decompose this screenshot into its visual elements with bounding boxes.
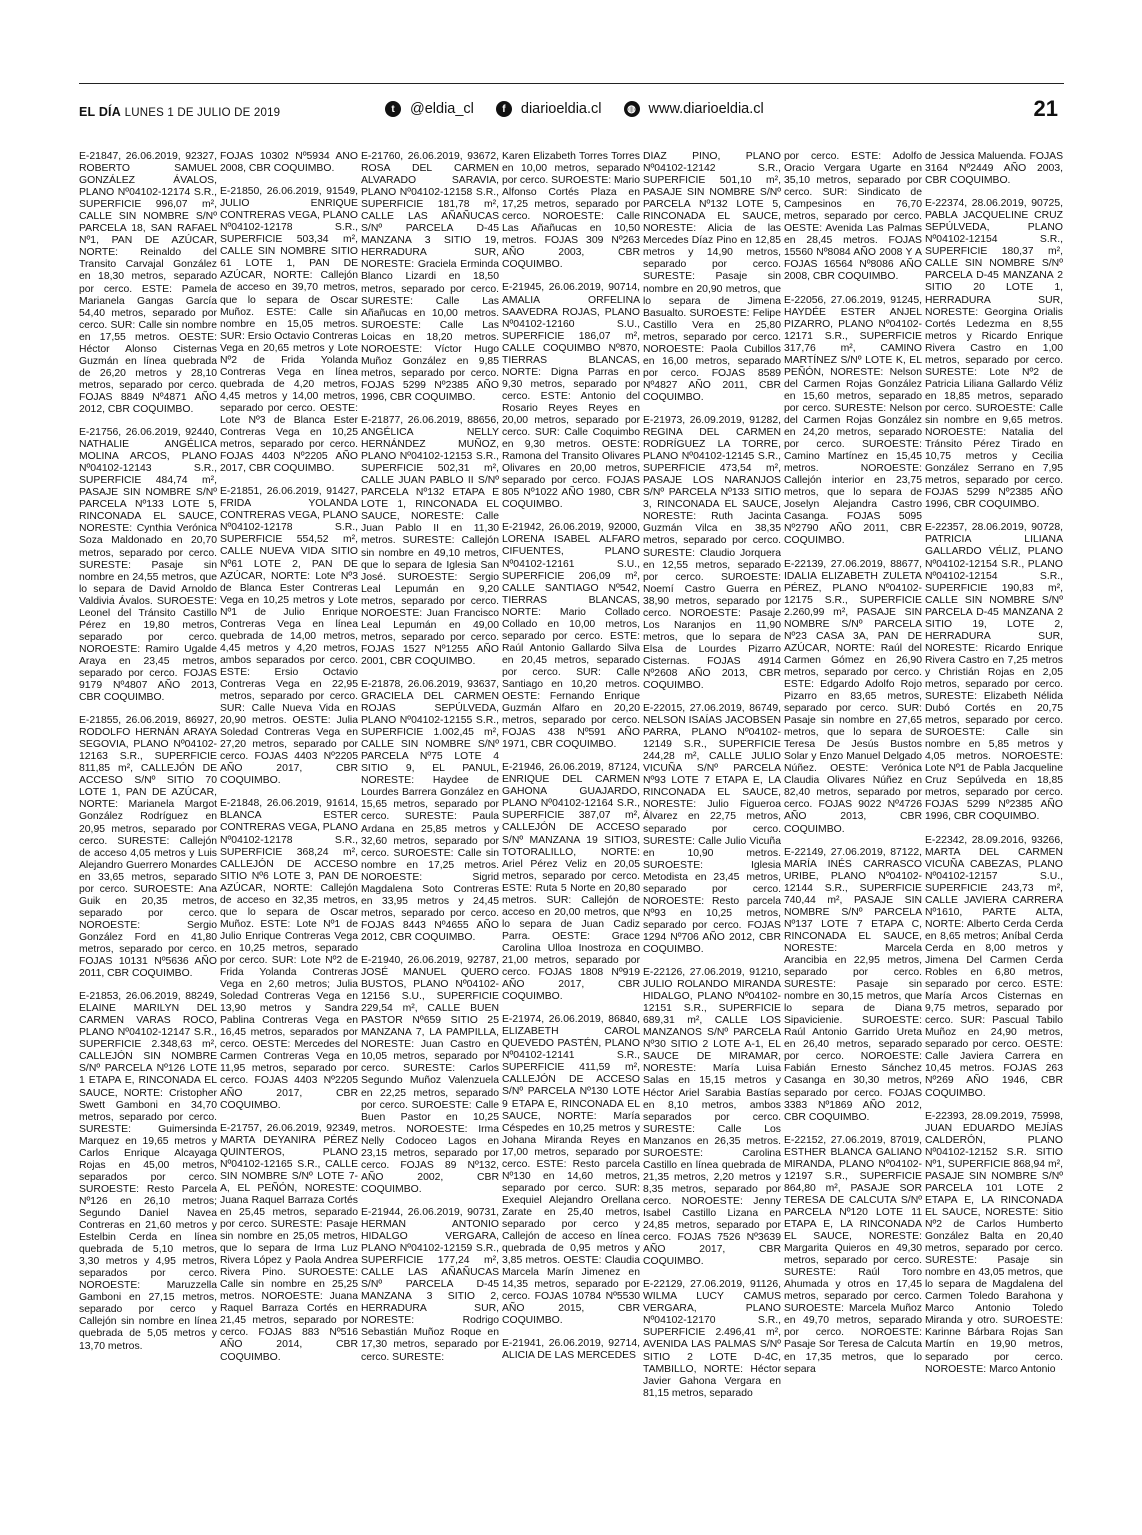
column-7 (925, 151, 1063, 1451)
column-5 (643, 151, 781, 1451)
notice-entry: E-22152, 27.06.2019, 87019, ESTHER BLANCA GALIANO MIRANDA, PLANO Nº04102-12197 S.R., SUPERFICIE 864,80 m², PASAJE SOR TERESA DE CALCUTA S/Nº PARCELA Nº120 LOTE 11 ETAPA E, LA RINCONADA EL SAUCE, NORESTE: Margarita Quieros en 49,30 metros, separado por cerco. SURESTE: Raúl Toro Ahumada y otros en 17,45 metros, separado por cerco. SUROESTE: Marcela Muñoz en 49,70 metros, separado por cerco. NOROESTE: Pasaje Sor Teresa de Calcuta en 17,35 metros, que lo separa (784, 1134, 922, 1375)
notice-entry: E-21944, 26.06.2019, 90731, HERMAN ANTONIO HIDALGO VERGARA, PLANO Nº04102-12159 S.R., SUPERFICIE 177,24 m², CALLE LAS AÑAÑUCAS S/Nº PARCELA D-45 MANZANA 3 SITIO 2, HERRADURA SUR, NORESTE: Rodrigo Sebastián Muñoz Roque en 17,30 metros, separado por cerco. SURESTE: (361, 1206, 499, 1363)
notice-entry: E-21973, 26.09.2019, 91282, REGINA DEL CARMEN RODRÍGUEZ LA TORRE, PLANO Nº04102-12145 S.R., SUPERFICIE 473,54 m², PASAJE LOS NARANJOS S/Nº PARCELA Nº133 SITIO 3, RINCONADA EL SAUCE, NORESTE: Ruth Jacinta Guzmán Vilca en 38,35 metros, separado por cerco. SURESTE: Claudio Jorquera en 12,55 metros, separado por cerco. SUROESTE: Noemí Castro Guerra en 38,90 metros, separado por cerco. NOROESTE: Pasaje Los Naranjos en 11,90 metros, que lo separa de Elsa de Lourdes Pizarro Cisternas. FOJAS 4914 Nº2608 AÑO 2013, CBR COQUIMBO. (643, 414, 781, 692)
page-number: 21 (1033, 96, 1058, 121)
notice-entry: E-22393, 28.09.2019, 75998, JUAN EDUARDO MEJÍAS CALDERÓN, PLANO Nº04102-12152 S.R. SITIO Nº1, SUPERFICIE 868,94 m², PASAJE SIN NOMBRE S/Nº PARCELA 101 LOTE 2 ETAPA E, LA RINCONADA EL SAUCE, NORESTE: Sitio Nº2 de Carlos Humberto González Balta en 20,40 metros, separado por cerco. SURESTE: Pasaje sin nombre en 43,05 metros, que lo separa de Magdalena del Carmen Toledo Barahona y Marco Antonio Toledo Miranda y otro. SUROESTE: Karinne Bárbara Rojas San Martín en 19,90 metros, separado por cerco. NOROESTE: Marco Antonio (925, 1110, 1063, 1375)
publication-info (79, 105, 280, 119)
notice-entry: E-21855, 26.06.2019, 86927, RODOLFO HERNÁN ARAYA SEGOVIA, PLANO Nº04102-12163 S.R., SUPERFICIE 811,85 m², CALLEJÓN DE ACCESO S/Nº SITIO 70 LOTE 1, PAN DE AZÚCAR, NORTE: Marianela Margot González Rodríguez en 20,95 metros, separado por cerco. SURESTE: Callejón de acceso 4,05 metros y Luis Alejandro Guerrero Monardes en 33,65 metros, separado por cerco. SUROESTE: Ana Guik en 20,35 metros, separado por cerco. NOROESTE: Sergio González Ford en 41,80 metros, separado por cerco. FOJAS 10131 Nº5636 AÑO 2011, CBR COQUIMBO. (79, 715, 217, 980)
twitter-handle[interactable]: @eldia_cl (410, 101, 474, 117)
notice-entry: E-22149, 27.06.2019, 87122, MARÍA INÉS CARRASCO URIBE, PLANO Nº04102-12144 S.R., SUPERFICIE 740,44 m², PASAJE SIN NOMBRE S/Nº PARCELA Nº137 LOTE 7 ETAPA C, RINCONADA EL SAUCE, NORESTE: Marcela Arancibia en 22,95 metros, separado por cerco. SURESTE: Pasaje sin nombre en 30,15 metros, que lo separa de Diana Sipavicienie. SUROESTE: Raúl Antonio Garrido Ureta en 26,40 metros, separado por cerco. NOROESTE: Fabián Ernesto Sánchez Casanga en 30,30 metros, separado por cerco. FOJAS 3383 Nº1869 AÑO 2012, CBR COQUIMBO. (784, 846, 922, 1123)
page-header (79, 96, 1064, 126)
notice-entry: E-21756, 26.06.2019, 92440, NATHALIE ANGÉLICA MOLINA ARCOS, PLANO Nº04102-12143 S.R., SUPERFICIE 484,74 m², PASAJE SIN NOMBRE S/Nº PARCELA Nº133 LOTE 5, RINCONADA EL SAUCE, NORESTE: Cynthia Verónica Soza Maldonado en 20,70 metros, separado por cerco. SURESTE: Pasaje sin nombre en 24,55 metros, que lo separa de David Arnoldo Valdivia Ávalos. SUROESTE: Leonel del Tránsito Castillo Pérez en 19,80 metros, separado por cerco. NOROESTE: Ramiro Ugalde Araya en 23,45 metros, separado por cerco. FOJAS 9179 Nº4807 AÑO 2013, CBR COQUIMBO. (79, 427, 217, 704)
notice-entry: E-22056, 27.06.2019, 91245, HAYDÉE ESTER ANJEL PIZARRO, PLANO Nº04102-12171 S.R., SUPERFICIE 317,76 m², CAMINO MARTÍNEZ S/Nº LOTE K, EL PEÑÓN, NORESTE: Nelson del Carmen Rojas González en 15,60 metros, separado por cerco. SURESTE: Nelson del Carmen Rojas González en 24,20 metros, separado por cerco. SUROESTE: Camino Martínez en 15,45 metros. NOROESTE: Callejón interior en 23,75 metros, que lo separa de Joselyn Alejandra Castro Casanga. FOJAS 5095 Nº2790 AÑO 2011, CBR COQUIMBO. (784, 294, 922, 547)
column-4 (502, 151, 640, 1451)
column-6 (784, 151, 922, 1451)
legal-notices-columns (79, 151, 1064, 1451)
notice-entry: E-21877, 26.06.2019, 88656, ANGÉLICA NELLY HERNÁNDEZ MUÑOZ, PLANO Nº04102-12153 S.R., SUPERFICIE 502,31 m², CALLE JUAN PABLO II S/Nº PARCELA Nº132 ETAPA E LOTE 1, RINCONADA EL SAUCE, NORESTE: Calle Juan Pablo II en 11,30 metros. SURESTE: Callejón sin nombre en 49,10 metros, que lo separa de Iglesia San José. SUROESTE: Sergio Leal Lepumán en 9,20 metros, separado por cerco. NOROESTE: Juan Francisco Leal Lepumán en 49,00 metros, separado por cerco. FOJAS 1527 Nº1255 AÑO 2001, CBR COQUIMBO. (361, 414, 499, 667)
notice-entry: E-21760, 26.06.2019, 93672, ROSA DEL CARMEN ALVARADO SARAVIA, PLANO Nº04102-12158 S.R., SUPERFICIE 181,78 m², CALLE LAS AÑAÑUCAS S/Nº PARCELA D-45 MANZANA 3 SITIO 19, HERRADURA SUR, NORESTE: Graciela Erminda Blanco Lizardi en 18,50 metros, separado por cerco. SURESTE: Calle Las Añañucas en 10,00 metros. SUROESTE: Calle Las Loicas en 18,20 metros. NOROESTE: Víctor Hugo Muñoz González en 9,85 metros, separado por cerco. FOJAS 5299 Nº2385 AÑO 1996, CBR COQUIMBO. (361, 151, 499, 403)
header-rule (79, 83, 1064, 84)
notice-entry: de Jessica Maluenda. FOJAS 3164 Nº2449 AÑO 2003, CBR COQUIMBO. (925, 151, 1063, 187)
facebook-handle[interactable]: diarioeldia.cl (520, 101, 602, 117)
column-2 (220, 151, 358, 1451)
notice-entry: E-21974, 26.06.2019, 86840, ELIZABETH CAROL QUEVEDO PASTÉN, PLANO Nº04102-12141 S.R., SUPERFICIE 411,59 m², CALLEJÓN DE ACCESO S/Nº PARCELA Nº130 LOTE 9 ETAPA E, RINCONADA EL SAUCE, NORTE: María Céspedes en 10,25 metros y Johana Miranda Reyes en 17,00 metros, separado por cerco. ESTE: Resto parcela Nº130 en 14,60 metros, separado por cerco. SUR: Exequiel Alejandro Orellana Zarate en 25,40 metros, separado por cerco y Callejón de acceso en línea quebrada de 0,95 metros y 3,85 metros. OESTE: Claudia Marcela Marín Jimenez en 14,35 metros, separado por cerco. FOJAS 10784 Nº5530 AÑO 2015, CBR COQUIMBO. (502, 1014, 640, 1327)
notice-entry: E-22126, 27.06.2019, 91210, JULIO ROLANDO MIRANDA HIDALGO, PLANO Nº04102-12151 S.R., SUPERFICIE 689,31 m², CALLE LOS MANZANOS S/Nº PARCELA Nº30 SITIO 2 LOTE A-1, EL SAUCE DE MIRAMAR, NORESTE: María Luisa Salas en 15,15 metros y Héctor Ariel Sarabia Bastías en 8,10 metros, ambos separados por cerco. SURESTE: Calle Los Manzanos en 26,35 metros. SUROESTE: Carolina Castillo en línea quebrada de 21,35 metros, 2,20 metros y 8,35 metros, separado por cerco. NOROESTE: Jenny Isabel Castillo Lizana en 24,85 metros, separado por cerco. FOJAS 7526 Nº3639 AÑO 2017, CBR COQUIMBO. (643, 967, 781, 1268)
issue-date: LUNES 1 DE JULIO DE 2019 (124, 107, 281, 119)
notice-entry: E-21878, 26.06.2019, 93637, GRACIELA DEL CARMEN ROJAS SEPÚLVEDA, PLANO Nº04102-12155 S.R., SUPERFICIE 1.002,45 m², CALLE SIN NOMBRE S/Nº PARCELA Nº75 LOTE 4 SITIO 9, EL PANUL, NORESTE: Haydee de Lourdes Barrera González en 15,65 metros, separado por cerco. SURESTE: Paula Ardana en 25,85 metros y 32,60 metros, separado por cerco. SUROESTE: Calle sin nombre en 17,25 metros. NOROESTE: Sigrid Magdalena Soto Contreras en 33,95 metros y 24,45 metros, separado por cerco. FOJAS 8443 Nº4655 AÑO 2012, CBR COQUIMBO. (361, 678, 499, 943)
notice-entry: FOJAS 10302 Nº5934 AÑO 2008, CBR COQUIMBO. (220, 151, 358, 175)
notice-entry: E-21853, 26.06.2019, 88249, ELAINE MARILYN DEL CARMEN VARAS ROCO, PLANO Nº04102-12147 S.R., SUPERFICIE 2.348,63 m², CALLEJÓN SIN NOMBRE S/Nº PARCELA Nº126 LOTE 1 ETAPA E, RINCONADA EL SAUCE, NORTE: Cristopher Swett Gamboni en 34,70 metros, separado por cerco. SURESTE: Guimersinda Marquez en 19,65 metros y Carlos Enrique Alcayaga Rojas en 45,00 metros, separados por cerco. SUROESTE: Resto Parcela Nº126 en 26,10 metros; Segundo Daniel Navea Contreras en 21,60 metros y Estelbin Cerda en línea quebrada de 5,10 metros, 3,30 metros y 4,95 metros, separados por cerco. NOROESTE: Maruzzella Gamboni en 27,15 metros, separado por cerco y Callejón sin nombre en línea quebrada de 5,05 metros y 13,70 metros. (79, 991, 217, 1352)
notice-entry: E-21941, 26.06.2019, 92714, ALICIA DE LAS MERCEDES (502, 1338, 640, 1362)
notice-entry: E-21848, 26.06.2019, 91614, BLANCA ESTER CONTRERAS VEGA, PLANO Nº04102-12178 S.R., SUPERFICIE 368,24 m², CALLEJÓN DE ACCESO SITIO Nº6 LOTE 3, PAN DE AZÚCAR, NORTE: Callejón de acceso en 32,35 metros, que lo separa de Oscar Muñoz. ESTE: Lote Nº1 de Julio Enrique Contreras Vega en 10,25 metros, separado por cerco. SUR: Lote Nº2 de Frida Yolanda Contreras Vega en 2,60 metros; Julia Soledad Contreras Vega en 13,90 metros y Sandra Pablina Contreras Vega en 16,45 metros, separados por cerco. OESTE: Mercedes del Carmen Contreras Vega en 11,95 metros, separado por cerco. FOJAS 4403 Nº2205 AÑO 2017, CBR COQUIMBO. (220, 798, 358, 1111)
notice-entry: E-22342, 28.09.2016, 93266, MARTA DEL CARMEN VICUÑA CABEZAS, PLANO Nº04102-12157 S.U., SUPERFICIE 243,73 m², CALLE JAVIERA CARRERA Nº1610, PARTE ALTA, NORTE: Alberto Cerda Cerda en 8,65 metros; Aníbal Cerda Cerda en 8,00 metros y Jimena Del Carmen Cerda Robles en 6,80 metros, separado por cerco. ESTE: María Arcos Cisternas en 9,75 metros, separado por cerco. SUR: Pascual Tabilo Muñoz en 24,90 metros, separado por cerco. OESTE: Calle Javiera Carrera en 10,45 metros. FOJAS 263 Nº269 AÑO 1946, CBR COQUIMBO. (925, 834, 1063, 1099)
notice-entry: por cerco. ESTE: Adolfo Oracio Vergara Ugarte en 35,10 metros, separado por cerco. SUR: Sindicato de Campesinos en 76,70 metros, separado por cerco. OESTE: Avenida Las Palmas en 28,45 metros. FOJAS 15560 Nº8084 AÑO 2008 Y A FOJAS 16564 Nº8086 AÑO 2008, CBR COQUIMBO. (784, 151, 922, 283)
notice-entry: E-21940, 26.06.2019, 92787, JOSÉ MANUEL QUERO BUSTOS, PLANO Nº04102-12156 S.U., SUPERFICIE 229,54 m², CALLE BUEN PASTOR Nº659 SITIO 25 MANZANA 7, LA PAMPILLA, NORESTE: Juan Castro en 10,05 metros, separado por cerco. SURESTE: Carlos Segundo Muñoz Valenzuela en 22,25 metros, separado por cerco. SUROESTE: Calle Buen Pastor en 10,25 metros. NOROESTE: Irma Nelly Codoceo Lagos en 23,15 metros, separado por cerco. FOJAS 89 Nº132, AÑO 2002, CBR COQUIMBO. (361, 955, 499, 1195)
newspaper-name: EL DÍA (79, 105, 121, 119)
twitter-icon: t (385, 101, 401, 117)
notice-entry: E-21851, 26.06.2019, 91427, FRIDA YOLANDA CONTRERAS VEGA, PLANO Nº04102-12178 S.R., SUPERFICIE 554,52 m², CALLE NUEVA VIDA SITIO Nº61 LOTE 2, PAN DE AZÚCAR, NORTE: Lote Nº3 de Blanca Ester Contreras Vega en 10,25 metros y Lote Nº1 de Julio Enrique Contreras Vega en línea quebrada de 14,00 metros, 4,45 metros y 4,20 metros, ambos separados por cerco. ESTE: Ersio Octavio Contreras Vega en 22,95 metros, separado por cerco. SUR: Calle Nueva Vida en 20,90 metros. OESTE: Julia Soledad Contreras Vega en 27,20 metros, separado por cerco. FOJAS 4403 Nº2205 AÑO 2017, CBR COQUIMBO. (220, 486, 358, 787)
notice-entry: E-21847, 26.06.2019, 92327, ROBERTO SAMUEL GONZÁLEZ ÁVALOS, PLANO Nº04102-12174 S.R., SUPERFICIE 996,07 m², CALLE SIN NOMBRE S/Nº PARCELA 18, SAN RAFAEL Nº1, PAN DE AZÚCAR, NORTE: Reinaldo del Transito Carvajal González en 18,30 metros, separado por cerco. ESTE: Pamela Marianela Gangas García 54,40 metros, separado por cerco. SUR: Calle sin nombre en 17,55 metros. OESTE: Héctor Alonso Cisternas Guzmán en línea quebrada de 26,20 metros y 28,10 metros, separado por cerco. FOJAS 8849 Nº4871 AÑO 2012, CBR COQUIMBO. (79, 151, 217, 415)
column-3 (361, 151, 499, 1451)
notice-entry: E-21757, 26.06.2019, 92349, MARTA DEYANIRA PÉREZ QUINTEROS, PLANO Nº04102-12165 S.R., CALLE SIN NOMBRE S/Nº LOTE 7-A, EL PEÑÓN, NORESTE: Juana Raquel Barraza Cortés en 25,45 metros, separado por cerco. SURESTE: Pasaje sin nombre en 25,05 metros, que lo separa de Irma Luz Rivera López y Paola Andrea Rivera Pino. SUROESTE: Calle sin nombre en 25,25 metros. NOROESTE: Juana Raquel Barraza Cortés en 21,45 metros, separado por cerco. FOJAS 883 Nº516 AÑO 2014, CBR COQUIMBO. (220, 1122, 358, 1363)
notice-entry: E-21945, 26.06.2019, 90714, AMALIA ORFELINA SAAVEDRA ROJAS, PLANO Nº04102-12160 S.U., SUPERFICIE 186,07 m², CALLE COQUIMBO Nº870, TIERRAS BLANCAS, NORTE: Digna Parras en 9,30 metros, separado por cerco. ESTE: Antonio del Rosario Reyes Reyes en 20,00 metros, separado por cerco. SUR: Calle Coquimbo en 9,30 metros. OESTE: Ramona del Transito Olivares Olivares en 20,00 metros, separado por cerco. FOJAS 805 Nº1022 AÑO 1980, CBR COQUIMBO. (502, 282, 640, 511)
notice-entry: E-21850, 26.06.2019, 91549, JULIO ENRIQUE CONTRERAS VEGA, PLANO Nº04102-12178 S.R., SUPERFICIE 503,34 m², CALLE SIN NOMBRE SITIO 61 LOTE 1, PAN DE AZÚCAR, NORTE: Callejón de acceso en 39,70 metros, que lo separa de Oscar Muñoz. ESTE: Calle sin nombre en 15,05 metros. SUR: Ersio Octavio Contreras Vega en 20,65 metros y Lote Nº2 de Frida Yolanda Contreras Vega en línea quebrada de 4,20 metros, 4,45 metros y 14,00 metros, separado por cerco. OESTE: Lote Nº3 de Blanca Ester Contreras Vega en 10,25 metros, separado por cerco. FOJAS 4403 Nº2205 AÑO 2017, CBR COQUIMBO. (220, 186, 358, 475)
globe-icon: ◍ (624, 101, 640, 117)
column-1 (79, 151, 217, 1451)
notice-entry: E-22139, 27.06.2019, 88677, IDALIA ELIZABETH ZULETA PÉREZ, PLANO Nº04102-12175 S.R., SUPERFICIE 2.260,99 m², PASAJE SIN NOMBRE S/Nº PARCELA Nº23 CASA 3A, PAN DE AZÚCAR, NORTE: Raúl del Carmen Gómez en 26,90 metros, separado por cerco. ESTE: Edgardo Adolfo Rojo Pizarro en 83,65 metros, separado por cerco. SUR: Pasaje sin nombre en 27,65 metros, que lo separa de Teresa De Jesús Bustos Solar y Enzo Manuel Delgado Núñez. OESTE: Verónica Claudia Olivares Núñez en 82,40 metros, separado por cerco. FOJAS 9022 Nº4726 AÑO 2013, CBR COQUIMBO. (784, 558, 922, 835)
social-links (385, 101, 786, 117)
notice-entry: DÍAZ PINO, PLANO Nº04102-12142 S.R., SUPERFICIE 501,10 m², PASAJE SIN NOMBRE S/Nº PARCELA Nº132 LOTE 5, RINCONADA EL SAUCE, NORESTE: Alicia de las Mercedes Díaz Pino en 12,85 metros y 14,90 metros, separado por cerco. SURESTE: Pasaje sin nombre en 20,90 metros, que lo separa de Jimena Basualto. SUROESTE: Felipe Castillo Vera en 25,80 metros, separado por cerco. NOROESTE: Paola Cubillos en 16,00 metros, separado por cerco. FOJAS 8589 Nº4827 AÑO 2011, CBR COQUIMBO. (643, 151, 781, 403)
notice-entry: E-22015, 27.06.2019, 86749, NELSON ISAÍAS JACOBSEN PARRA, PLANO Nº04102-12149 S.R., SUPERFICIE 244,28 m², CALLE JULIO VICUÑA S/Nº PARCELA Nº93 LOTE 7 ETAPA E, LA RINCONADA EL SAUCE, NORESTE: Julio Figueroa Álvarez en 22,75 metros, separado por cerco. SURESTE: Calle Julio Vicuña en 10,90 metros. SUROESTE: Iglesia Metodista en 23,45 metros, separado por cerco. NOROESTE: Resto parcela Nº93 en 10,25 metros, separado por cerco. FOJAS 1294 Nº706 AÑO 2012, CBR COQUIMBO. (643, 703, 781, 955)
notice-entry: E-21942, 26.06.2019, 92000, LORENA ISABEL ALFARO CIFUENTES, PLANO Nº04102-12161 S.U., SUPERFICIE 206,09 m², CALLE SANTIAGO Nº542, TIERRAS BLANCAS, NORTE: Mario Collado Collado en 10,00 metros, separado por cerco. ESTE: Raúl Antonio Gallardo Silva en 20,45 metros, separado por cerco. SUR: Calle Santiago en 10,20 metros. OESTE: Fernando Enrique Guzmán Alfaro en 20,20 metros, separado por cerco. FOJAS 438 Nº591 AÑO 1971, CBR COQUIMBO. (502, 522, 640, 751)
notice-entry: E-22374, 28.06.2019, 90725, PABLA JACQUELINE CRUZ SEPÚLVEDA, PLANO Nº04102-12154 S.R., SUPERFICIE 180,37 m², CALLE SIN NOMBRE S/Nº PARCELA D-45 MANZANA 2 SITIO 20 LOTE 1, HERRADURA SUR, NORESTE: Georgina Orialis Cortés Ledezma en 8,55 metros y Ricardo Enrique Rivera Castro en 1,00 metros, separado por cerco. SURESTE: Lote Nº2 de Patricia Liliana Gallardo Véliz en 18,85 metros, separado por cerco. SUROESTE: Calle sin nombre en 9,65 metros. NOROESTE: Natalia del Tránsito Pérez Tirado en 10,75 metros y Cecilia González Serrano en 7,95 metros, separado por cerco. FOJAS 5299 Nº2385 AÑO 1996, CBR COQUIMBO. (925, 198, 1063, 511)
notice-entry: Karen Elizabeth Torres Torres en 10,00 metros, separado por cerco. SUROESTE: Mario Alfonso Cortés Plaza en 17,25 metros, separado por cerco. NOROESTE: Calle Las Añañucas en 10,50 metros. FOJAS 309 Nº263 AÑO 2003, CBR COQUIMBO. (502, 151, 640, 271)
notice-entry: E-22357, 28.06.2019, 90728, PATRICIA LILIANA GALLARDO VÉLIZ, PLANO Nº04102-12154 S.R., PLANO Nº04102-12154 S.R., SUPERFICIE 190,83 m², CALLE SIN NOMBRE S/Nº PARCELA D-45 MANZANA 2 SITIO 19, LOTE 2, HERRADURA SUR, NORESTE: Ricardo Enrique Rivera Castro en 7,25 metros y Christián Rojas en 2,05 metros, separado por cerco. SURESTE: Elizabeth Nélida Dubó Cortés en 20,75 metros, separado por cerco. SUROESTE: Calle sin nombre en 5,85 metros y 4,05 metros. NOROESTE: Lote Nº1 de Pabla Jacqueline Cruz Sepúlveda en 18,85 metros, separado por cerco. FOJAS 5299 Nº2385 AÑO 1996, CBR COQUIMBO. (925, 522, 1063, 823)
notice-entry: E-22129, 27.06.2019, 91126, WILMA LUCY CAMUS VERGARA, PLANO Nº04102-12170 S.R., SUPERFICIE 2.496,41 m², AVENIDA LAS PALMAS S/Nº SITIO 2 LOTE D-4C, TAMBILLO, NORTE: Héctor Javier Gahona Vergara en 81,15 metros, separado (643, 1279, 781, 1399)
website-link[interactable]: www.diarioeldia.cl (648, 101, 764, 117)
facebook-icon: f (496, 101, 512, 117)
notice-entry: E-21946, 26.06.2019, 87124, ENRIQUE DEL CARMEN GAHONA GUAJARDO, PLANO Nº04102-12164 S.R., SUPERFICIE 387,07 m², CALLEJÓN DE ACCESO S/Nº MANZANA 19 SITIO3, TOTORALILLO, NORTE: Ariel Pérez Veliz en 20,05 metros, separado por cerco. ESTE: Ruta 5 Norte en 20,80 metros. SUR: Callejón de acceso en 20,00 metros, que lo separa de Juan Cadiz Parra. OESTE: Grace Carolina Ulloa Inostroza en 21,00 metros, separado por cerco. FOJAS 1808 Nº919 AÑO 2017, CBR COQUIMBO. (502, 762, 640, 1003)
